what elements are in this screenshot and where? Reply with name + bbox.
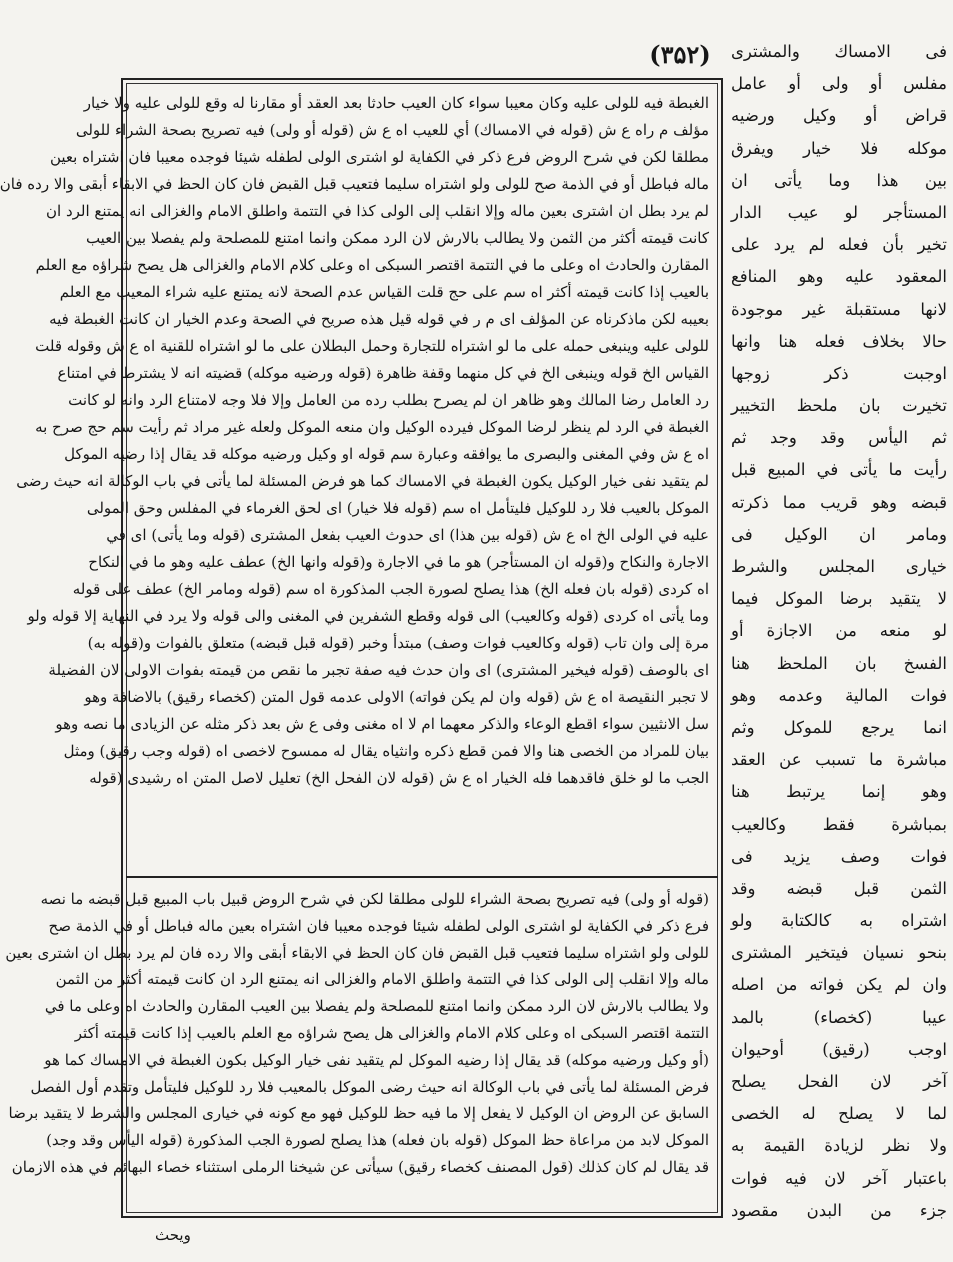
text-line: لما لا يصلح له الخصى — [731, 1104, 947, 1124]
text-line: لو منعه من الاجازة أو — [731, 621, 947, 641]
text-line: السابق عن الروض ان الوكيل لا يفعل إلا ما فيه حظ للوكيل فهو مع كونه في خيارى المجلس والشرط لا يتقيد برضا — [8, 1104, 709, 1123]
text-line: بعيبه لكن ماذكرناه عن المؤلف اى م ر في قوله قيل هذه صريح في الصحة وعدم الخيار ان كانت الغبطة فيه — [49, 310, 709, 328]
text-line: الغبطة فيه للولى عليه وكان معيبا سواء كان العيب حادثا بعد العقد أو مقارنا له وقع للولى عليه ولا خيار — [83, 94, 709, 112]
text-line: وان لم يكن فواته من اصله — [731, 975, 947, 995]
text-line: مؤلف م راه ع ش (قوله في الامساك) أي للعيب اه ع ش (قوله أو ولى) فيه تصريح بصحة الشراء للولى — [75, 121, 709, 139]
text-line: فرض المسئلة لما يأتى في باب الوكالة انه حيث رضى الموكل بالمعيب فلا رد للوكيل فليتأمل وتقدم أول الفصل — [30, 1077, 709, 1096]
text-line: الفسخ بان الملحظ هنا — [731, 653, 947, 673]
text-line: اه كردى (قوله بان فعله الخ) هذا يصلح لصورة الجب المذكورة اه سم (قوله ومامر الخ) عطف على قوله — [72, 580, 709, 598]
text-line: فى الامساك والمشترى — [731, 42, 947, 61]
text-line: ومامر ان الوكيل فى — [731, 524, 947, 544]
text-line: التتمة اقتصر السبكى اه وعلى كلام الامام والغزالى هل يصح شراؤه مع العلم بالعيب إذا كانت قيمته أكثر — [74, 1023, 709, 1042]
page-number: (۳۵۲) — [649, 40, 711, 69]
text-line: تخير بأن فعله لم يرد على — [731, 235, 947, 255]
text-line: الموكل بالعيب فلا رد للوكيل فليتأمل اه سم (قوله فلا خيار) اى لحق الغرماء في المفلس وحق المولى — [86, 499, 709, 517]
text-line: الغبطة في الرد لم ينظر لرضا الموكل فيرده الوكيل وان منعه الموكل ولعله غير مراد ثم رأيت سم حج صرح به — [35, 418, 709, 436]
text-line: بنحو نسيان فيتخير المشترى — [731, 943, 947, 963]
text-line: ثم اليأس وقد وجد ثم — [731, 428, 947, 448]
text-line: لا تجبر النقيصة اه ع ش (قوله وان لم يكن فواته) الاولى عدمه قول المتن (كخصاء رقيق) بالاضافة وهو — [84, 688, 709, 706]
text-line: وما يأتى اه كردى (قوله وكالعيب) الى قوله وقطع الشفرين في المغنى والى قوله ولا يرد في النهاية إلا قوله ولو — [27, 607, 709, 625]
text-line: رد العامل رضا المالك وهو ظاهر ان لم يصرح بطلب رده من العامل وإلا فلا وجه لامتناع الرد وانه لو كانت — [68, 391, 709, 409]
text-line: مباشرة ما تسبب عن العقد — [731, 750, 947, 770]
text-line: بالعيب إذا كانت قيمته أكثر اه سم على حج قلت القياس عدم الصحة لانه يمتنع عليه شراء المعيب مع العلم — [59, 283, 709, 301]
text-line: اى بالوصف (قوله فيخير المشترى) اى وان حدث فيه صفة تجبر ما نقص من قيمته بفوات الاولى لان الفضيلة — [48, 661, 709, 679]
text-line — [135, 792, 709, 819]
text-line: جزء من البدن مقصود — [731, 1200, 947, 1220]
catchword: ويحث — [155, 1226, 191, 1244]
text-line: فوات المالية وعدمه وهو — [731, 685, 947, 705]
text-line: للولى عليه وينبغى حمله على ما لو اشتراه للتجارة وحمل البطلان على ما لو اشتراه للقنية اه ع ش وقوله قلت — [35, 337, 709, 355]
text-line: قراض أو وكيل ورضيه — [731, 106, 947, 126]
text-line: ماله وإلا انقلب إلى الولى كذا في التتمة واطلق الامام والغزالى انه يمتنع الرد ان كانت قيمته أكثر من الثمن — [55, 970, 709, 989]
text-line: للولى ولو اشتراه سليما فتعيب قبل القبض فان كان الحظ في الابقاء أبقى والا رده فان لم يرد بطل ان اشترى بعين — [5, 943, 709, 962]
text-line: (أو وكيل ورضيه موكله) قد يقال إذا رضيه الموكل لم يتقيد نفى خيار الوكيل بكون الغبطة في الامساك كما هو — [44, 1050, 709, 1069]
text-line — [135, 1181, 709, 1208]
text-line: بين هذا وما يأتى ان — [731, 170, 947, 190]
text-line: موكله فلا خيار ويفرق — [731, 138, 947, 158]
text-line: قد يقال لم كان كذلك (قول المصنف كخصاء رقيق) سيأتى عن شيخنا الرملى استثناء خصاء البهائم في هذه الازمان — [11, 1157, 709, 1176]
upper-commentary — [0, 90, 709, 872]
text-line: لم يتقيد نفى خيار الوكيل يكون الغبطة في الامساك كما هو فرض المسئلة لما يأتى في باب الوكالة انه حيث رضى — [16, 472, 709, 490]
text-line: باعتبار آخر لان فيه فوات — [731, 1168, 947, 1188]
text-line — [135, 819, 709, 846]
text-line: (قوله أو ولى) فيه تصريح بصحة الشراء للولى مطلقا لكن في شرح الروض قبيل باب المبيع قبل قبضه ما نصه — [40, 890, 709, 908]
text-line: مفلس أو ولى أو عامل — [731, 74, 947, 94]
text-line: رأيت ما يأتى في المبيع قبل — [731, 460, 947, 480]
text-line: الجب ما لو خلق فاقدهما فله الخيار اه ع ش (قوله لان الفحل الخ) تعليل لاصل المتن اه رشيدى (قوله — [89, 769, 709, 787]
text-line: الموكل لابد من مراعاة حظ الموكل (قوله بان فعله) هذا يصلح لصورة الجب المذكورة (قوله اليأس وقد وجد) — [46, 1131, 709, 1150]
text-line: اه ع ش وفي المغنى والبصرى ما يوافقه وعبارة سم قوله او وكيل ورضيه موكله قد يقال إذا رضيه الموكل — [64, 445, 709, 463]
text-line: المستأجر لو عيب الدار — [731, 202, 947, 222]
text-line: فوات وصف يزيد فى — [731, 846, 947, 866]
text-line: خيارى المجلس والشرط — [731, 557, 947, 576]
text-line: حالا بخلاف فعله هنا وانها — [731, 331, 947, 351]
text-line: الثمن قبل قبضه وقد — [731, 878, 947, 898]
text-line — [135, 846, 709, 873]
text-line: سل الانثيين سواء اقطع الوعاء والذكر معهما ام لا اه مغنى وفى ع ش بعد ذكر مثله عن الزيادى ما نصه وهو — [55, 715, 709, 733]
text-line: انما يرجع للموكل وثم — [731, 717, 947, 737]
text-line: ولا يطالب بالارش لان الرد ممكن وانما امتنع للمصلحة ولم يفصلا بين العيب المقارن والحادث اه وعلى ما في — [44, 997, 709, 1016]
text-line: اوجب (رقيق) أوحيوان — [731, 1039, 947, 1059]
text-line: اشتراه به كالكتابة ولو — [731, 911, 947, 931]
text-line: بيان للمراد من الخصى هنا والا فمن قطع ذكره وانثياه يقال له ممسوح لاخصى اه (قوله وجب رقيق) ومثل — [63, 742, 709, 760]
text-line: لانها مستقبلة غير موجودة — [731, 299, 947, 319]
text-line: الاجارة والنكاح و(قوله ان المستأجر) هو ما في الاجارة و(قوله وانها الخ) عطف عليه وهو ما في النكاح — [88, 553, 709, 571]
text-line: فرع ذكر في الكفاية لو اشترى الولى لطفله شيئا فوجده معيبا فان اشتراه بعين ماله فباطل أو في الذمة صح — [48, 916, 709, 935]
text-line: بمباشرة فقط وكالعيب — [731, 814, 947, 834]
text-line: وهو إنما يرتبط هنا — [731, 782, 947, 802]
text-line: آخر لان الفحل يصلح — [731, 1072, 947, 1091]
text-line: عيبا (كخصاء) بالمد — [731, 1007, 947, 1027]
text-line: لا يتقيد برضا الموكل فيما — [731, 589, 947, 609]
text-line: لم يرد بطل ان اشترى بعين ماله وإلا انقلب إلى الولى كذا في التتمة واطلق الامام والغزالى انه يمتنع الرد ان — [46, 202, 709, 220]
lower-commentary — [5, 886, 709, 1211]
text-line: كانت قيمته أكثر من الثمن ولا يطالب بالارش لان الرد ممكن وانما امتنع للمصلحة ولم يفصلا بين العيب — [85, 229, 709, 247]
main-text-frame — [0, 78, 723, 1218]
text-line: ماله فباطل أو في الذمة صح للولى ولو اشتراه سليما فتعيب قبل القبض فان كان الحظ في الابقاء أبقى والا رده فان — [0, 175, 709, 193]
text-line: مرة إلى وان تاب (قوله وكالعيب فوات وصف) مبتدأ وخبر (قوله قبل قبضه) متعلق بالفوات و(قوله به) — [87, 634, 709, 652]
text-line: القياس الخ قوله وينبغى الخ في كل منهما وقفة ظاهرة (قوله ورضيه موكله) قضيته انه لا يشترط في امتناع — [57, 364, 709, 382]
margin-text-column — [731, 36, 947, 1236]
text-line: تخيرت بان ملحظ التخيير — [731, 396, 947, 416]
text-line: المعقود عليه وهو المنافع — [731, 267, 947, 287]
text-line: قبضه وهو قريب مما ذكرته — [731, 492, 947, 512]
text-line: اوجبت ذكر زوجها — [731, 363, 947, 383]
text-line: مطلقا لكن في شرح الروض فرع ذكر في الكفاية لو اشترى الولى لطفله شيئا فوجده معيبا فان اشتراه بعين — [49, 148, 709, 166]
text-line: المقارن والحادث اه وعلى ما في التتمة اقتصر السبكى اه وعلى كلام الامام والغزالى هل يصح شراؤه مع العلم — [35, 256, 709, 274]
text-line: عليه في الولى الخ اه ع ش (قوله بين هذا) اى حدوث العيب بفعل المشترى (قوله وما يأتى) اى في — [106, 526, 709, 544]
section-divider — [126, 876, 718, 878]
text-line: ولا نظر لزيادة القيمة به — [731, 1136, 947, 1156]
